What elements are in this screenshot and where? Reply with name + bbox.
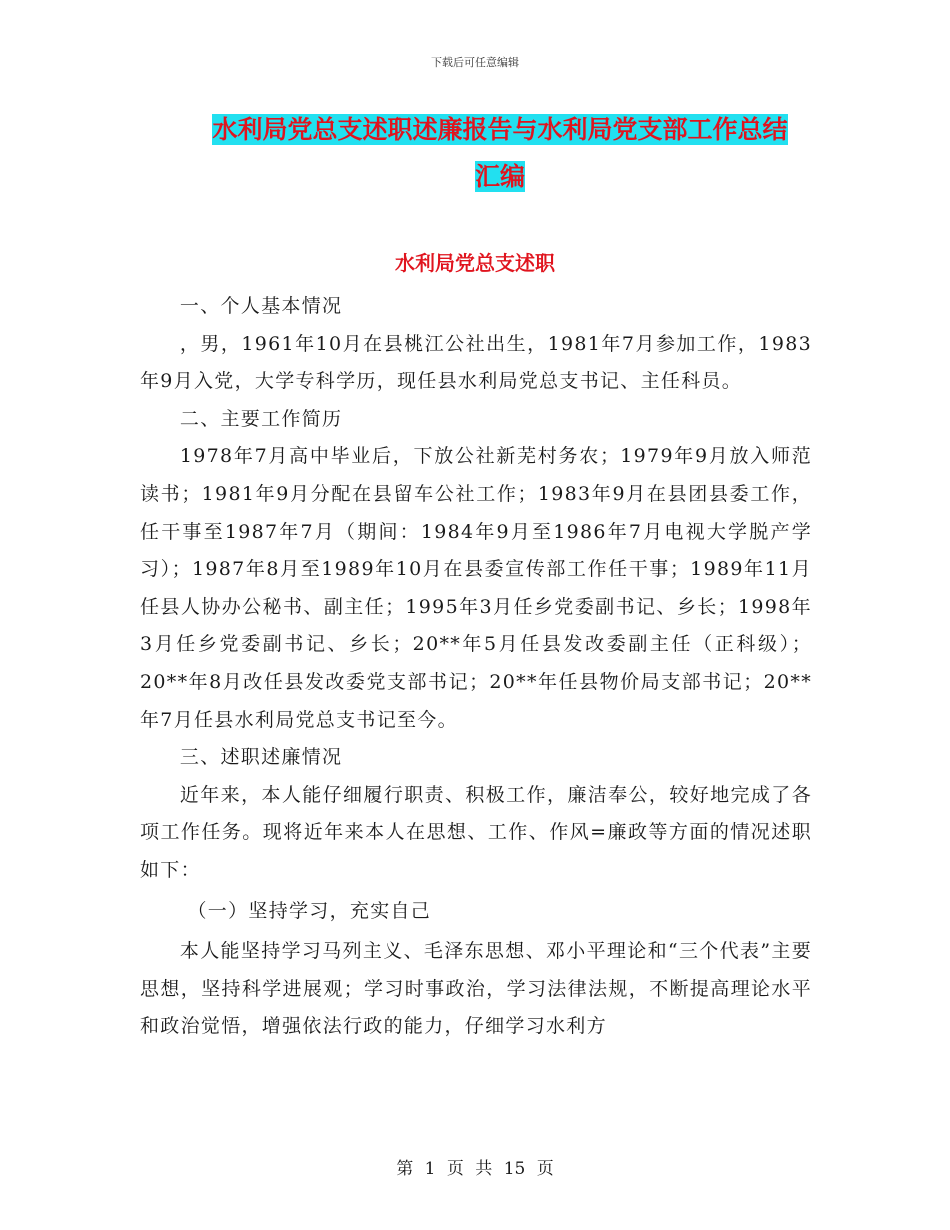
document-title-line2: 汇编 [474,162,525,191]
paragraph-report-intro: 近年来，本人能仔细履行职责、积极工作，廉洁奉公，较好地完成了各项工作任务。现将近年来本人在思想、工作、作风=廉政等方面的情况述职如下： [140,783,812,881]
page-number: 第 1 页 共 15 页 [396,1159,554,1179]
heading-work-history: 二、主要工作简历 [179,407,343,430]
subheading-study: （一）坚持学习，充实自己 [187,899,432,922]
paragraph-personal-info: ，男，1961年10月在县桃江公社出生，1981年7月参加工作，1983年9月入党，大学专科学历，现任县水利局党总支书记、主任科员。 [140,332,812,393]
paragraph-work-history: 1978年7月高中毕业后，下放公社新芜村务农；1979年9月放入师范读书；1981年9月分配在县留车公社工作；1983年9月在县团县委工作，任干事至1987年7月（期间：1984年9月至1986年7月电视大学脱产学习）；1987年8月至1989年10月在县委宣传部工作任干事；1989年11月任县人协办公秘书、副主任；1995年3月任乡党委副书记、乡长；1998年3月任乡党委副书记、乡长；20**年5月任县发改委副主任（正科级）；20**年8月改任县发改委党支部书记；20**年任县物价局支部书记；20**年7月任县水利局党总支书记至今。 [140,445,812,731]
document-title-line1: 水利局党总支述职述廉报告与水利局党支部工作总结 [212,115,788,144]
header-note: 下载后可任意编辑 [431,56,519,69]
heading-personal-info: 一、个人基本情况 [179,295,343,317]
heading-report: 三、述职述廉情况 [179,746,343,769]
section-title: 水利局党总支述职 [395,251,555,275]
paragraph-study: 本人能坚持学习马列主义、毛泽东思想、邓小平理论和“三个代表”主要思想，坚持科学进展观；学习时事政治，学习法律法规，不断提高理论水平和政治觉悟，增强依法行政的能力，仔细学习水利方 [140,940,812,1038]
document-body [140,288,812,1046]
document-title [190,106,810,200]
